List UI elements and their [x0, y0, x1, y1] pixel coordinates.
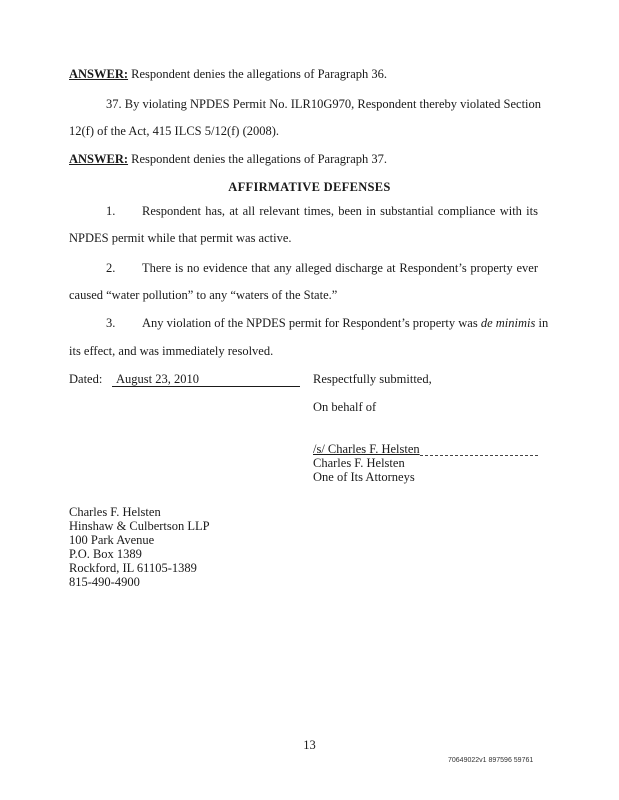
answer-label: ANSWER:: [69, 152, 129, 166]
address-line: P.O. Box 1389: [69, 547, 142, 561]
defense-3-text-end: in: [535, 316, 549, 330]
answer-37: [69, 152, 387, 166]
signature-date: August 23, 2010: [116, 372, 199, 386]
defense-2-line2: caused “water pollution” to any “waters of the State.”: [69, 288, 338, 302]
defense-1-line2: NPDES permit while that permit was active.: [69, 231, 292, 245]
answer-text: Respondent denies the allegations of Paragraph 37.: [128, 152, 388, 166]
document-id: 70649022v1 897596 59761: [448, 757, 534, 764]
address-line: Rockford, IL 61105-1389: [69, 561, 197, 575]
signer-name: Charles F. Helsten: [313, 456, 405, 470]
defense-2-number: 2.: [106, 261, 116, 275]
defense-1-number: 1.: [106, 204, 116, 218]
de-minimis-term: de minimis: [480, 316, 536, 330]
address-line: 815-490-4900: [69, 575, 140, 589]
affirmative-defenses-heading: AFFIRMATIVE DEFENSES: [228, 180, 391, 194]
paragraph-37-line2: 12(f) of the Act, 415 ILCS 5/12(f) (2008).: [69, 124, 280, 138]
address-line: Charles F. Helsten: [69, 505, 161, 519]
closing: Respectfully submitted,: [313, 372, 432, 386]
signer-role: One of Its Attorneys: [313, 470, 415, 484]
page-number: 13: [303, 738, 316, 752]
defense-3-number: 3.: [106, 316, 116, 330]
on-behalf: On behalf of: [313, 400, 377, 414]
answer-36: [69, 67, 387, 81]
paragraph-37-line1: 37. By violating NPDES Permit No. ILR10G970, Respondent thereby violated Section: [106, 97, 542, 111]
defense-3-line1: [142, 316, 549, 331]
defense-3-line2: its effect, and was immediately resolved.: [69, 344, 274, 358]
answer-text: Respondent denies the allegations of Paragraph 36.: [128, 67, 388, 81]
dated-label: Dated:: [69, 372, 103, 386]
address-line: 100 Park Avenue: [69, 533, 155, 547]
address-line: Hinshaw & Culbertson LLP: [69, 519, 210, 533]
defense-1-line1: Respondent has, at all relevant times, been in substantial compliance with its: [142, 204, 538, 218]
date-underline: [112, 386, 300, 387]
defense-3-text: Any violation of the NPDES permit for Respondent’s property was: [142, 316, 481, 330]
answer-label: ANSWER:: [69, 67, 129, 81]
electronic-signature: /s/ Charles F. Helsten: [313, 442, 420, 456]
defense-2-line1: There is no evidence that any alleged discharge at Respondent’s property ever: [142, 261, 538, 275]
signature-line: [420, 455, 538, 456]
